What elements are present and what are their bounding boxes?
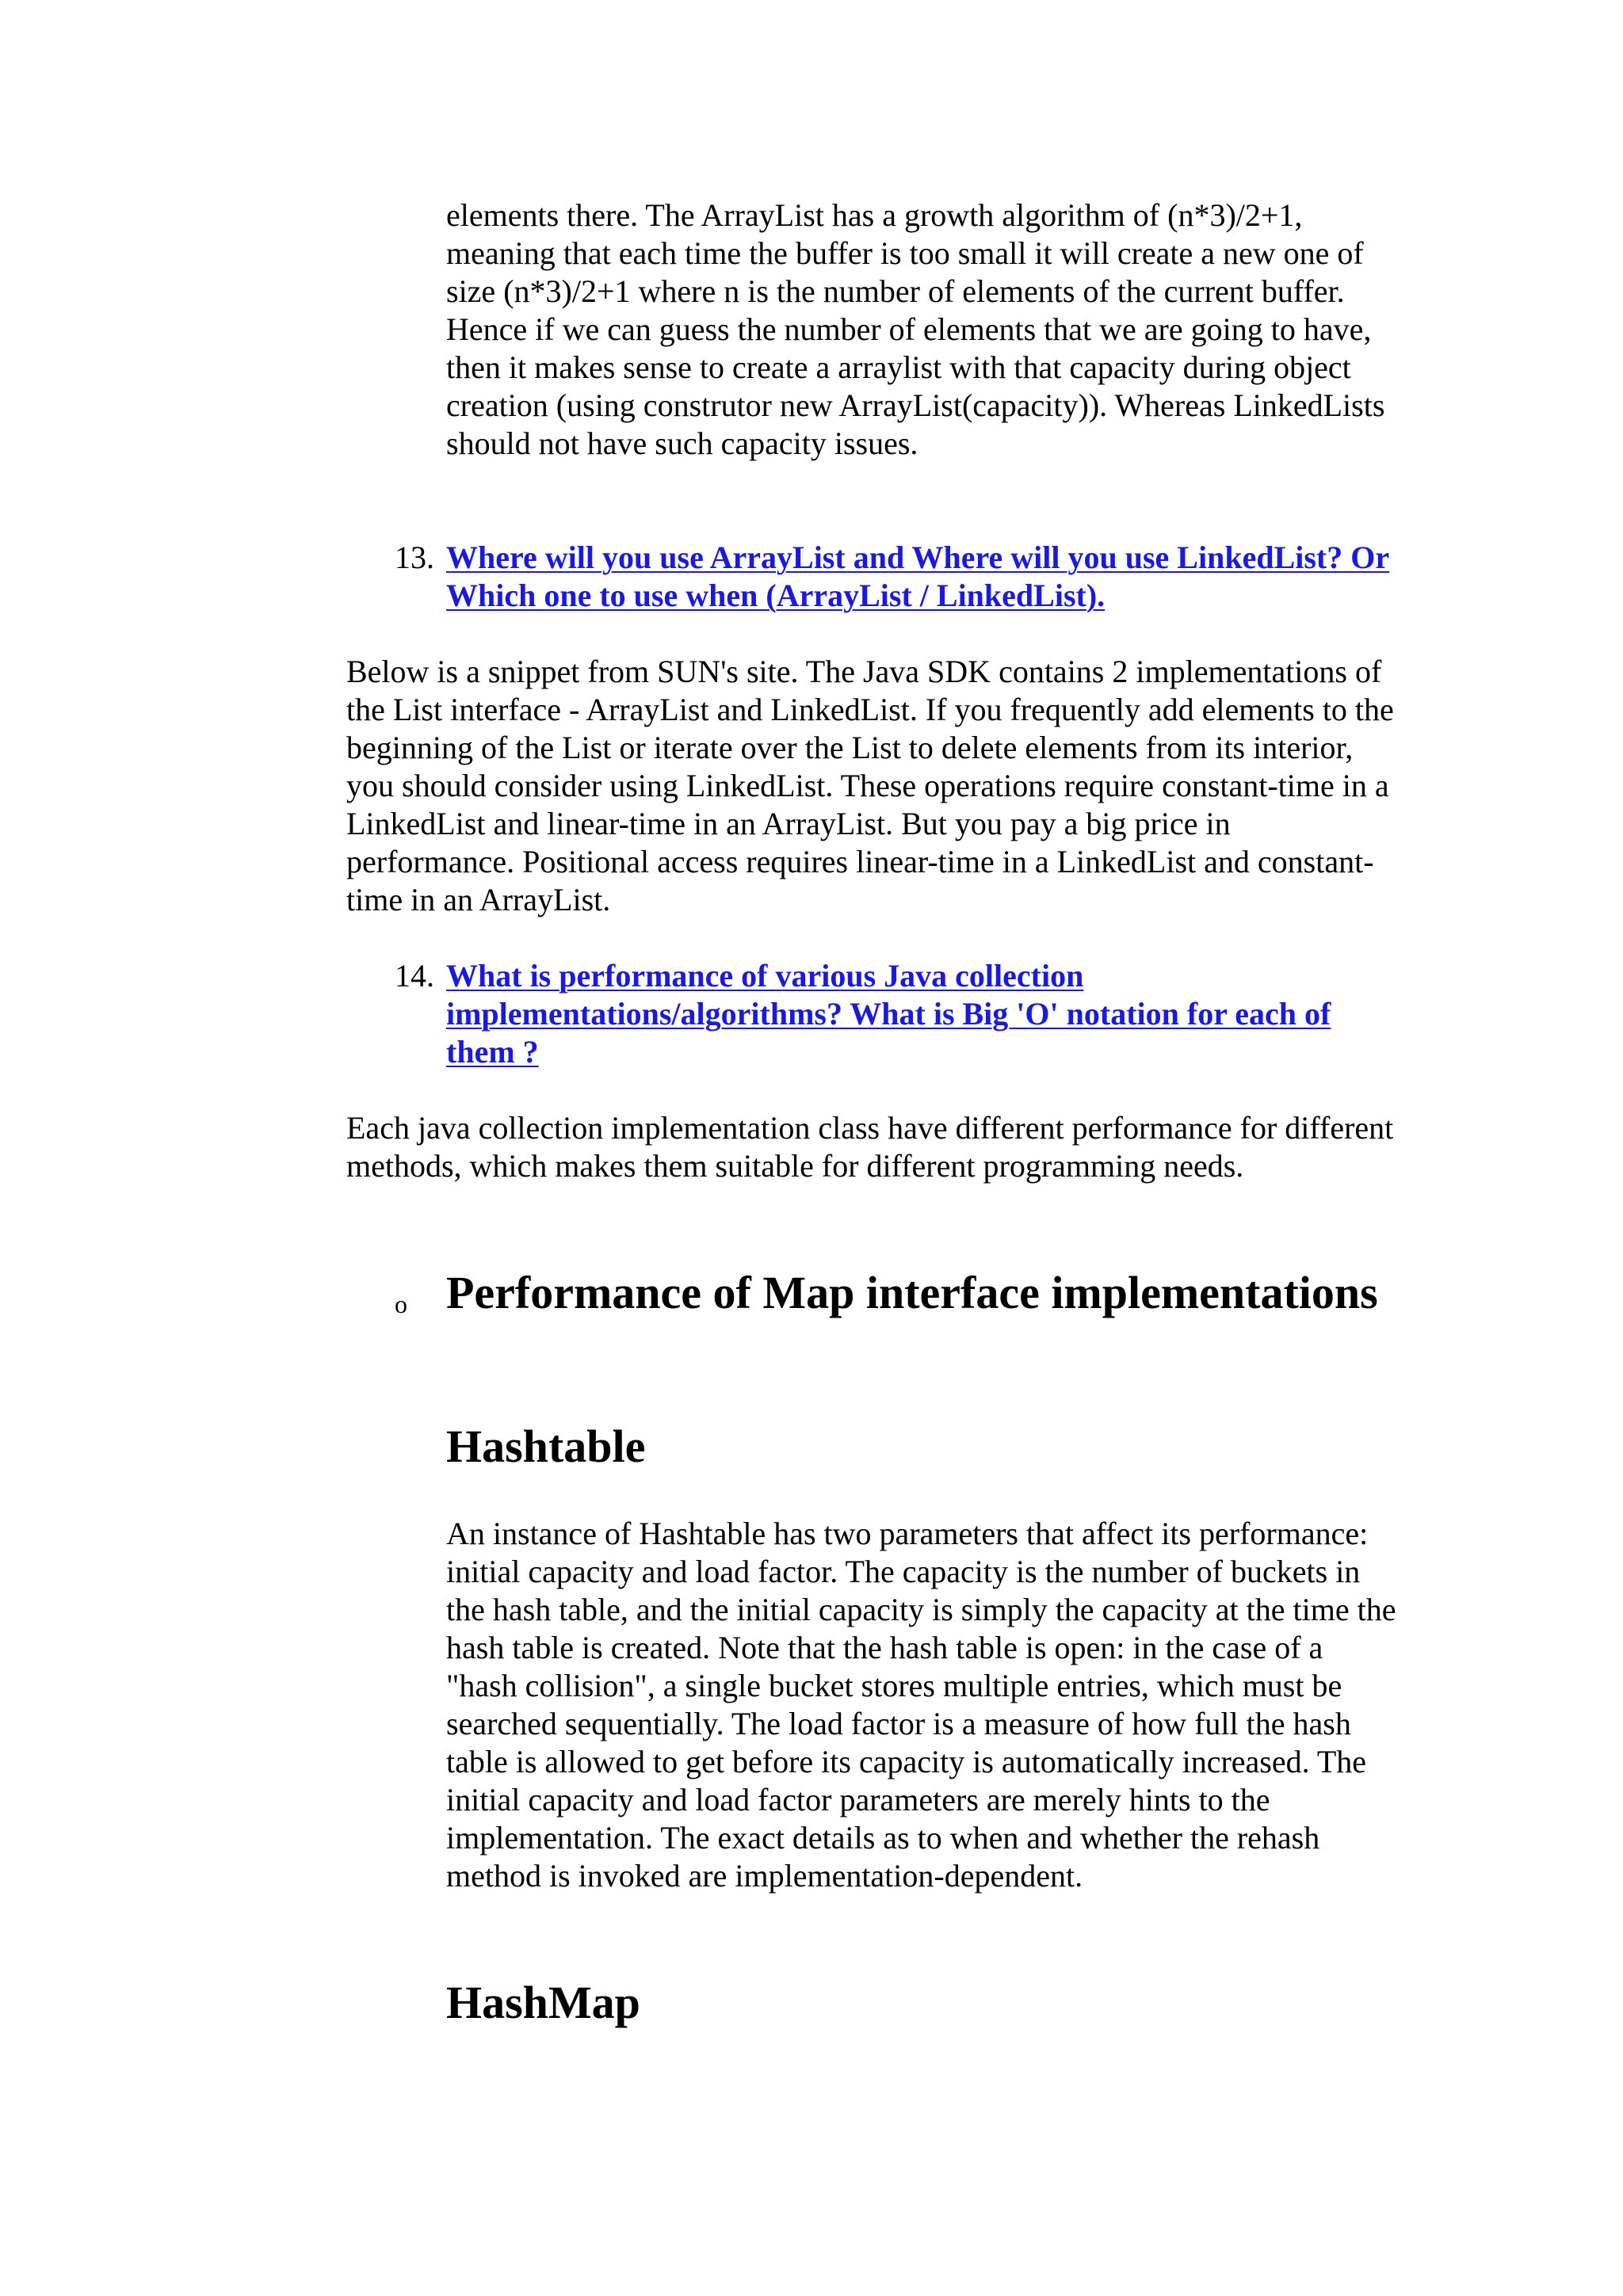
hashtable-paragraph: An instance of Hashtable has two parameters that affect its performance: initial capacity and load factor. The capacity is the number of buckets in the hash table, and the initial capacity is simply the capacity at the time the hash table is created. Note that the hash table is open: in the case of a "hash collision", a single bucket stores multiple entries, which must be searched sequentially. The load factor is a measure of how full the hash table is allowed to get before its capacity is automatically increased. The initial capacity and load factor parameters are merely hints to the implementation. The exact details as to when and whether the rehash method is invoked are implementation-dependent.	[446, 1516, 1396, 1894]
question-14-link[interactable]: What is performance of various Java collection implementations/algorithms? What is Big 'O' notation for each of them ?	[446, 958, 1331, 1070]
answer-14-paragraph: Each java collection implementation class have different performance for different methods, which makes them suitable for different programming needs.	[346, 1110, 1394, 1184]
arraylist-growth-paragraph: elements there. The ArrayList has a growth algorithm of (n*3)/2+1, meaning that each time the buffer is too small it will create a new one of size (n*3)/2+1 where n is the number of elements of the current buffer. Hence if we can guess the number of elements that we are going to have, then it makes sense to create a arraylist with that capacity during object creation (using construtor new ArrayList(capacity)). Whereas LinkedLists should not have such capacity issues.	[446, 197, 1385, 461]
answer-13-paragraph: Below is a snippet from SUN's site. The Java SDK contains 2 implementations of the List interface - ArrayList and LinkedList. If you frequently add elements to the beginning of the List or iterate over the List to delete elements from its interior, you should consider using LinkedList. These operations require constant-time in a LinkedList and linear-time in an ArrayList. But you pay a big price in performance. Positional access requires linear-time in a LinkedList and constant-time in an ArrayList.	[346, 654, 1394, 917]
map-performance-heading: Performance of Map interface implementations	[446, 1267, 1378, 1318]
bullet-circle-icon: o	[395, 1290, 407, 1318]
question-13-link[interactable]: Where will you use ArrayList and Where will you use LinkedList? Or Which one to use when (ArrayList / LinkedList).	[446, 540, 1390, 613]
question-14-number: 14.	[395, 958, 434, 994]
question-13	[446, 539, 1397, 615]
question-14	[446, 957, 1397, 1071]
hashtable-heading: Hashtable	[446, 1421, 646, 1472]
hashmap-heading: HashMap	[446, 1977, 640, 2028]
question-13-number: 13.	[395, 540, 434, 575]
